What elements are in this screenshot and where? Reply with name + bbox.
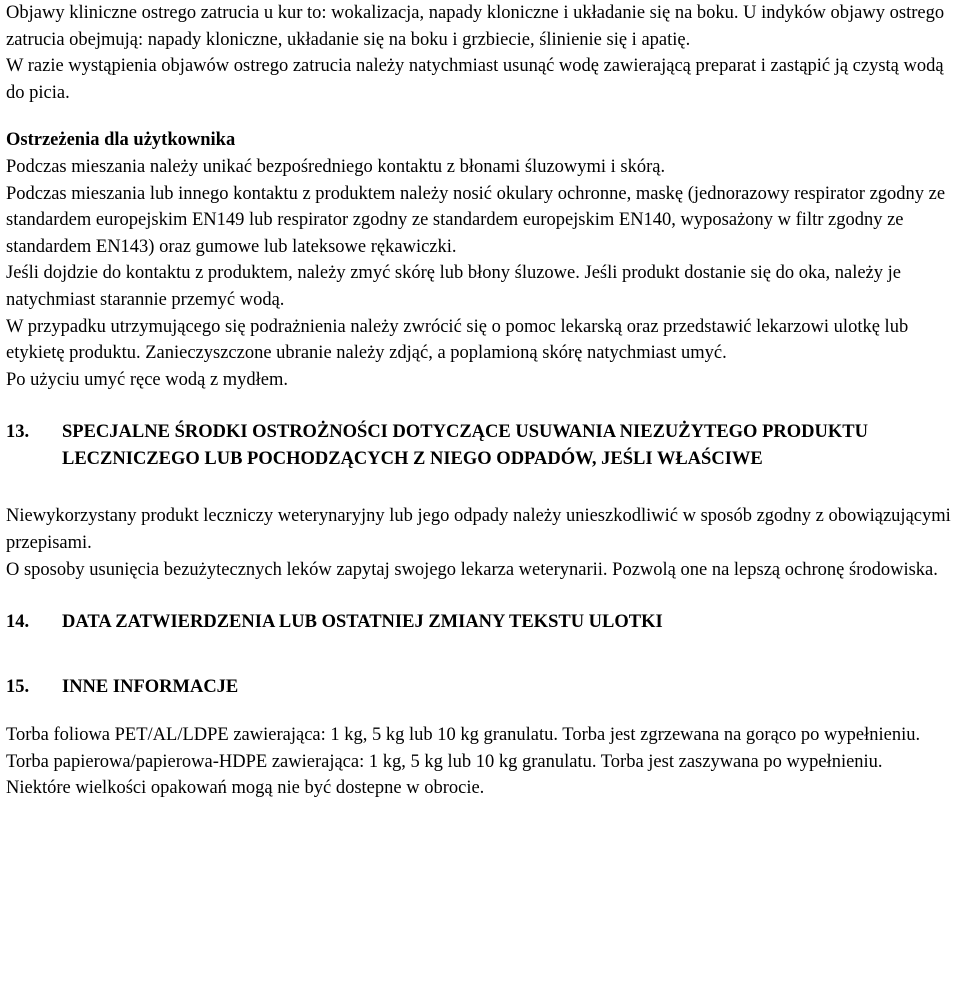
section-15-heading [6,674,960,701]
section-13-paragraph-2: O sposoby usunięcia bezużytecznych leków zapytaj swojego lekarza weterynarii. Pozwolą one na lepszą ochronę środowiska. [6,559,938,580]
section-13-paragraph-1: Niewykorzystany produkt leczniczy weterynaryjny lub jego odpady należy unieszkodliwić w sposób zgodny z obowiązującymi przepisami. [6,506,951,553]
section-14-heading [6,609,960,636]
warning-paragraph-3: Jeśli dojdzie do kontaktu z produktem, należy zmyć skórę lub błony śluzowe. Jeśli produkt dostanie się do oka, należy je natychmiast starannie przemyć wodą. [6,263,901,310]
section-13-number: 13. [6,422,30,443]
warning-paragraph-4: W przypadku utrzymującego się podrażnienia należy zwrócić się o pomoc lekarską oraz przedstawić lekarzowi ulotkę lub etykietę produktu. Zanieczyszczone ubranie należy zdjąć, a poplamioną skórę natychmiast umyć. [6,316,909,364]
acute-poisoning-action-paragraph: W razie wystąpienia objawów ostrego zatrucia należy natychmiast usunąć wodę zawierającą preparat i zastąpić ją czystą wodą do picia. [6,56,944,103]
section-15-title: INNE INFORMACJE [62,677,239,698]
warning-paragraph-1: Podczas mieszania należy unikać bezpośredniego kontaktu z błonami śluzowymi i skórą. [6,156,666,177]
document-page [6,0,960,802]
section-13-heading [6,419,960,473]
user-warnings-heading: Ostrzeżenia dla użytkownika [6,130,236,151]
section-15-paragraph-1: Torba foliowa PET/AL/LDPE zawierająca: 1 kg, 5 kg lub 10 kg granulatu. Torba jest zgrzewana na gorąco po wypełnieniu. [6,725,921,746]
warning-paragraph-5: Po użyciu umyć ręce wodą z mydłem. [6,369,289,390]
warning-paragraph-2: Podczas mieszania lub innego kontaktu z produktem należy nosić okulary ochronne, maskę (jednorazowy respirator zgodny ze standardem europejskim EN149 lub respirator zgodny ze standardem europejskim EN140, wyposażony w filtr zgodny ze standardem EN143) oraz gumowe lub lateksowe rękawiczki. [6,183,946,257]
section-14-title: DATA ZATWIERDZENIA LUB OSTATNIEJ ZMIANY TEKSTU ULOTKI [62,612,663,633]
section-13-title: SPECJALNE ŚRODKI OSTROŻNOŚCI DOTYCZĄCE USUWANIA NIEZUŻYTEGO PRODUKTU LECZNICZEGO LUB POCHODZĄCYCH Z NIEGO ODPADÓW, JEŚLI WŁAŚCIWE [62,422,868,470]
section-14-number: 14. [6,612,30,633]
section-15-number: 15. [6,677,30,698]
clinical-signs-paragraph: Objawy kliniczne ostrego zatrucia u kur to: wokalizacja, napady kloniczne i układanie się na boku. U indyków objawy ostrego zatrucia obejmują: napady kloniczne, układanie się na boku i grzbiecie, ślinienie się i apatię. [6,3,945,50]
section-15-paragraph-2: Torba papierowa/papierowa-HDPE zawierająca: 1 kg, 5 kg lub 10 kg granulatu. Torba jest zaszywana po wypełnieniu. [6,751,883,772]
section-15-paragraph-3: Niektóre wielkości opakowań mogą nie być dostepne w obrocie. [6,778,485,799]
